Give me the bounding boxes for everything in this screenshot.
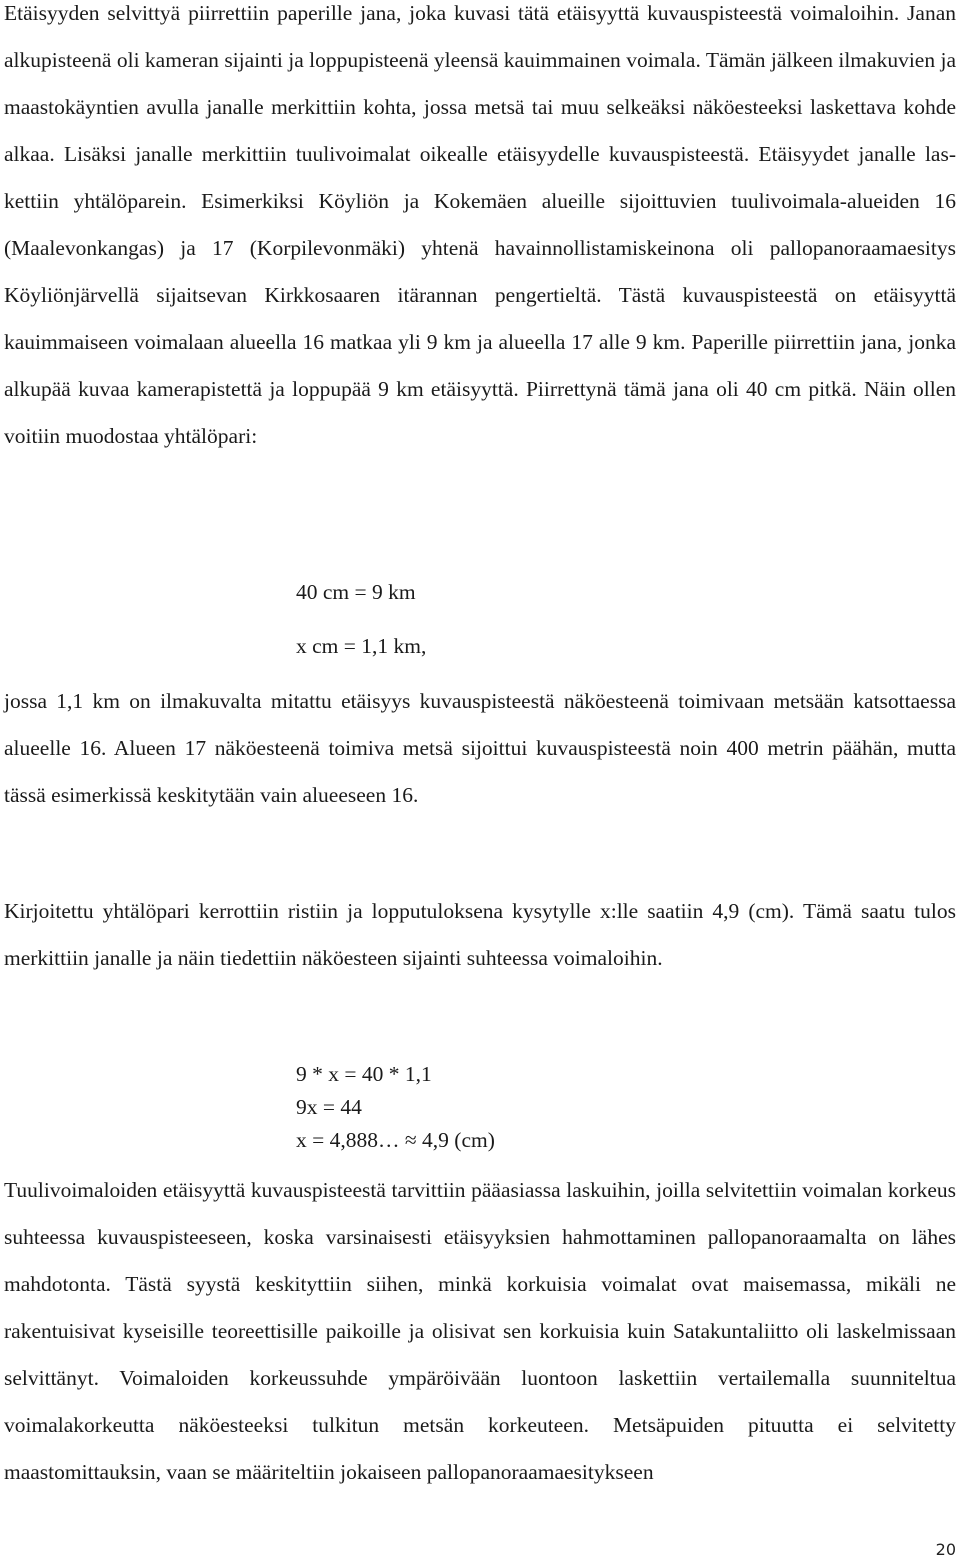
equation-line-1: 40 cm = 9 km bbox=[296, 580, 416, 604]
page-number: 20 bbox=[935, 1540, 956, 1559]
paragraph-turbine-height: Tuulivoimaloiden etäisyyttä kuvauspisteestä tarvittiin pääasiassa laskuihin, joilla selvitettiin voimalan korkeus suhteessa kuvauspisteeseen, koska varsinaisesti etäisyyksien hahmottaminen pallopanoraamalta on lähes mahdotonta. Tästä syystä keskityttiin siihen, minkä korkuisia voimalat ovat maisemassa, mikäli ne rakentuisivat kyseisille teoreettisille paikoille ja olisivat sen korkuisia kuin Satakuntaliitto oli laskelmissaan selvittänyt. Voimaloiden korkeussuhde ympäröivään luontoon laskettiin vertailemalla suunniteltua voimalakorkeutta näköesteeksi tulkitun metsän korkeuteen. Metsäpuiden pituutta ei selvitetty maastomittauksin, vaan se määriteltiin jokaiseen pallopanoraamaesitykseen bbox=[4, 1178, 956, 1484]
calculation-line-1: 9 * x = 40 * 1,1 bbox=[296, 1062, 432, 1086]
paragraph-cross-multiplication: Kirjoitettu yhtälöpari kerrottiin ristiin ja lopputuloksena kysytylle x:lle saatiin 4,9 (cm). Tämä saatu tulos merkittiin janalle ja näin tiedettiin näköesteen sijainti suhteessa voimaloihin. bbox=[4, 899, 956, 970]
paragraph-measured-distance: jossa 1,1 km on ilmakuvalta mitattu etäisyys kuvauspisteestä näköesteenä toimivaan metsään katsottaessa alueelle 16. Alueen 17 näköesteenä toimiva metsä sijoittui kuvauspisteestä noin 400 metrin päähän, mutta tässä esimerkissä keskitytään vain alueeseen 16. bbox=[4, 689, 956, 807]
equation-line-2: x cm = 1,1 km, bbox=[296, 634, 427, 658]
calculation-line-2: 9x = 44 bbox=[296, 1095, 362, 1119]
calculation-line-3: x = 4,888… ≈ 4,9 (cm) bbox=[296, 1128, 495, 1152]
calculation-block bbox=[296, 1058, 495, 1157]
paragraph-distance-method: Etäisyyden selvittyä piirrettiin paperille jana, joka kuvasi tätä etäisyyttä kuvauspisteestä voimaloihin. Janan alkupisteenä oli kameran sijainti ja loppupisteenä yleensä kauimmainen voimala. Tämän jälkeen ilmakuvien ja maastokäyntien avulla janalle merkittiin kohta, jossa metsä tai muu selkeäksi näköesteeksi laskettava kohde alkaa. Lisäksi janalle merkittiin tuulivoimalat oikealle etäisyydelle kuvauspisteestä. Etäisyydet janalle laskettiin yhtälöparein. Esimerkiksi Köyliön ja Kokemäen alueille sijoittuvien tuulivoimala-alueiden 16 (Maalevonkangas) ja 17 (Korpilevonmäki) yhtenä havainnollistamiskeinona oli pallopanoraamaesitys Köyliönjärvellä sijaitsevan Kirkkosaaren itärannan pengertieltä. Tästä kuvauspisteestä on etäisyyttä kauimmaiseen voimalaan alueella 16 matkaa yli 9 km ja alueella 17 alle 9 km. Paperille piirrettiin jana, jonka alkupää kuvaa kamerapistettä ja loppupää 9 km etäisyyttä. Piirrettynä tämä jana oli 40 cm pitkä. Näin ollen voitiin muodostaa yhtälöpari: bbox=[4, 1, 956, 448]
